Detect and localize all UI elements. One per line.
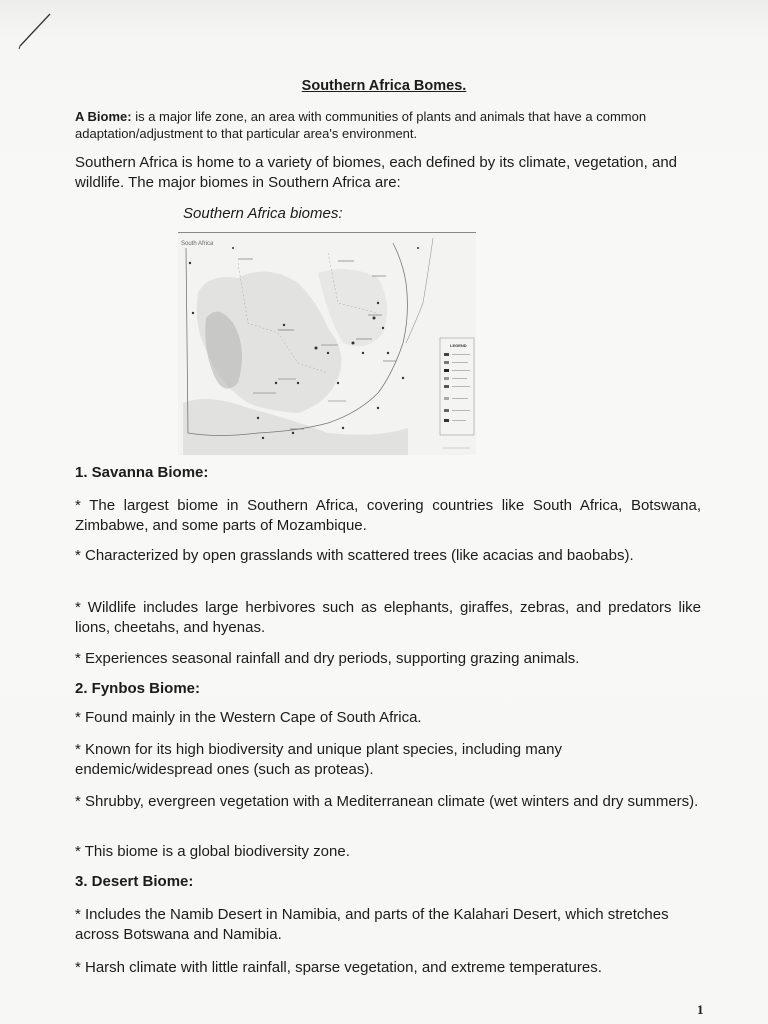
- map-legend-title: LEGEND: [450, 343, 467, 348]
- fynbos-bullet-2: * Known for its high biodiversity and unique plant species, including many endemic/widespread ones (such as proteas).: [75, 741, 562, 778]
- definition-text: is a major life zone, an area with communities of plants and animals that have a common adaptation/adjustment to that particular area's environment.: [75, 109, 647, 141]
- section-heading-savanna: 1. Savanna Biome:: [75, 464, 209, 481]
- map-header-text: South Africa: [181, 241, 214, 247]
- page-title: Southern Africa Bomes.: [301, 78, 467, 94]
- desert-bullet-2: * Harsh climate with little rainfall, sparse vegetation, and extreme temperatures.: [75, 959, 602, 976]
- page-number: 1: [697, 1002, 704, 1017]
- intro-paragraph: Southern Africa is home to a variety of biomes, each defined by its climate, vegetation, and wildlife. The major biomes in Southern Africa are:: [75, 154, 677, 191]
- fynbos-bullet-1: * Found mainly in the Western Cape of South Africa.: [75, 709, 422, 726]
- savanna-bullet-4: * Experiences seasonal rainfall and dry periods, supporting grazing animals.: [75, 650, 580, 667]
- savanna-bullet-1: * The largest biome in Southern Africa, covering countries like South Africa, Botswana, Zimbabwe, and some parts of Mozambique.: [75, 497, 701, 534]
- section-heading-fynbos: 2. Fynbos Biome:: [75, 680, 201, 697]
- definition-term: A Biome:: [75, 109, 132, 124]
- biome-map-image: [178, 232, 476, 454]
- pen-stroke-mark: [16, 8, 56, 50]
- map-caption: Southern Africa biomes:: [183, 205, 343, 222]
- fynbos-bullet-4: * This biome is a global biodiversity zone.: [75, 843, 350, 860]
- section-heading-desert: 3. Desert Biome:: [75, 873, 194, 890]
- savanna-bullet-3: * Wildlife includes large herbivores such as elephants, giraffes, zebras, and predators like lions, cheetahs, and hyenas.: [75, 599, 701, 636]
- savanna-bullet-2: * Characterized by open grasslands with scattered trees (like acacias and baobabs).: [75, 547, 634, 564]
- desert-bullet-1: * Includes the Namib Desert in Namibia, and parts of the Kalahari Desert, which stretches across Botswana and Namibia.: [75, 906, 669, 943]
- fynbos-bullet-3: * Shrubby, evergreen vegetation with a Mediterranean climate (wet winters and dry summers).: [75, 793, 699, 810]
- biome-definition: [75, 108, 695, 142]
- biome-map-graphic: [178, 233, 476, 455]
